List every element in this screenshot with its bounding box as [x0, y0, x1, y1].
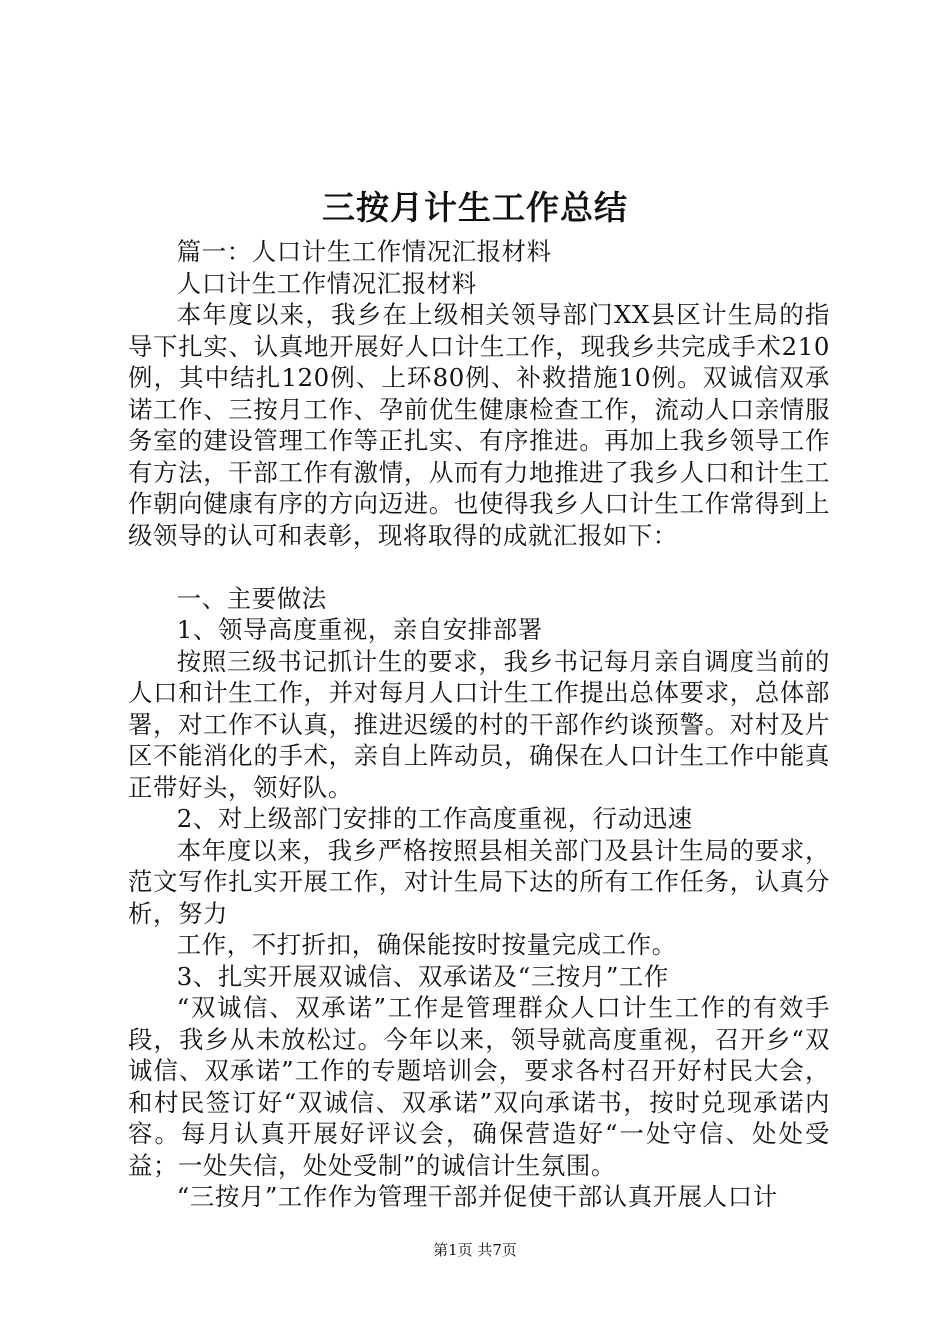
subsection-heading: 3、扎实开展双诚信、双承诺及“三按月”工作: [176, 961, 669, 991]
section-heading: 一、主要做法: [176, 583, 327, 613]
document-title: 三按月计生工作总结: [322, 188, 628, 227]
paragraph: “三按月”工作作为管理干部并促使干部认真开展人口计: [176, 1182, 778, 1211]
paragraph: 按照三级书记抓计生的要求，我乡书记每月亲自调度当前的人口和计生工作，并对每月人口计生工作提出总体要求，总体部署，对工作不认真，推进迟缓的村的干部作约谈预警。对村及片区不能消化的手术，亲自上阵动员，确保在人口计生工作中能真正带好头，领好队。: [128, 646, 830, 802]
subsection-heading: 2、对上级部门安排的工作高度重视，行动迅速: [176, 804, 693, 833]
paragraph: 人口计生工作情况汇报材料: [176, 268, 477, 298]
paragraph: 本年度以来，我乡严格按照县相关部门及县计生局的要求，范文写作扎实开展工作，对计生局下达的所有工作任务，认真分析，努力: [128, 835, 830, 928]
document-body: [128, 236, 830, 1213]
paragraph: 篇一：人口计生工作情况汇报材料: [176, 237, 552, 266]
paragraph: 本年度以来，我乡在上级相关领导部门XX县区计生局的指导下扎实、认真地开展好人口计生工作，现我乡共完成手术210例，其中结扎120例、上环80例、补救措施10例。双诚信双承诺工作、三按月工作、孕前优生健康检查工作，流动人口亲情服务室的建设管理工作等正扎实、有序推进。再加上我乡领导工作有方法，干部工作有激情，从而有力地推进了我乡人口和计生工作朝向健康有序的方向迈进。也使得我乡人口计生工作常得到上级领导的认可和表彰，现将取得的成就汇报如下：: [128, 300, 830, 550]
paragraph: 工作，不打折扣，确保能按时按量完成工作。: [176, 930, 677, 959]
subsection-heading: 1、领导高度重视，亲自安排部署: [176, 615, 543, 644]
paragraph: “双诚信、双承诺”工作是管理群众人口计生工作的有效手段，我乡从未放松过。今年以来，领导就高度重视，召开乡“双诚信、双承诺”工作的专题培训会，要求各村召开好村民大会，和村民签订好“双诚信、双承诺”双向承诺书，按时兑现承诺内容。每月认真开展好评议会，确保营造好“一处守信、处处受益；一处失信，处处受制”的诚信计生氛围。: [128, 993, 830, 1180]
page-footer: 第1页 共7页: [433, 1241, 517, 1259]
